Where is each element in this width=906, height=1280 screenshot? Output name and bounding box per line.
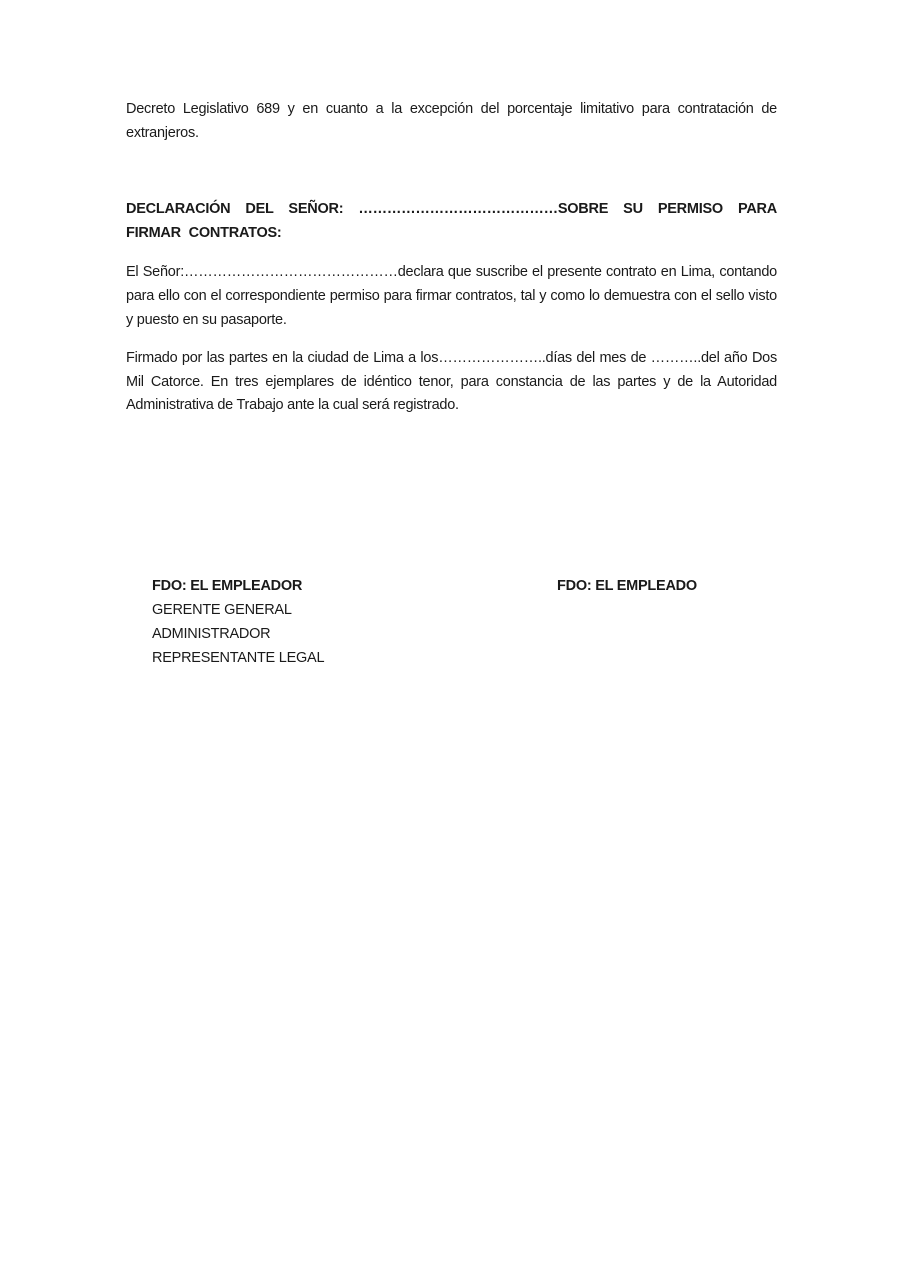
employer-signature-title: FDO: EL EMPLEADOR	[152, 578, 303, 594]
intro-paragraph: Decreto Legislativo 689 y en cuanto a la excepción del porcentaje limitativo para contratación de extranjeros.	[126, 101, 777, 141]
document-body	[126, 98, 777, 418]
declaration-heading: DECLARACIÓN DEL SEÑOR: ……………………………………SOBRE SU PERMISO PARA FIRMAR CONTRATOS:	[126, 201, 777, 241]
employer-signature-block	[152, 574, 324, 670]
employer-role: ADMINISTRADOR	[152, 626, 271, 642]
employee-signature-block	[557, 574, 697, 598]
employer-role: GERENTE GENERAL	[152, 602, 292, 618]
employee-signature-title: FDO: EL EMPLEADO	[557, 578, 697, 594]
declaration-paragraph: El Señor:………………………………………declara que suscribe el presente contrato en Lima, contando para ello con el correspondiente permiso para firmar contratos, tal y como lo demuestra con el sello visto y puesto en su pasaporte.	[126, 264, 777, 328]
signing-paragraph: Firmado por las partes en la ciudad de Lima a los…………………..días del mes de ………..del año Dos Mil Catorce. En tres ejemplares de idéntico tenor, para constancia de las partes y de la Autoridad Administrativa de Trabajo ante la cual será registrado.	[126, 350, 777, 414]
employer-role: REPRESENTANTE LEGAL	[152, 650, 325, 666]
